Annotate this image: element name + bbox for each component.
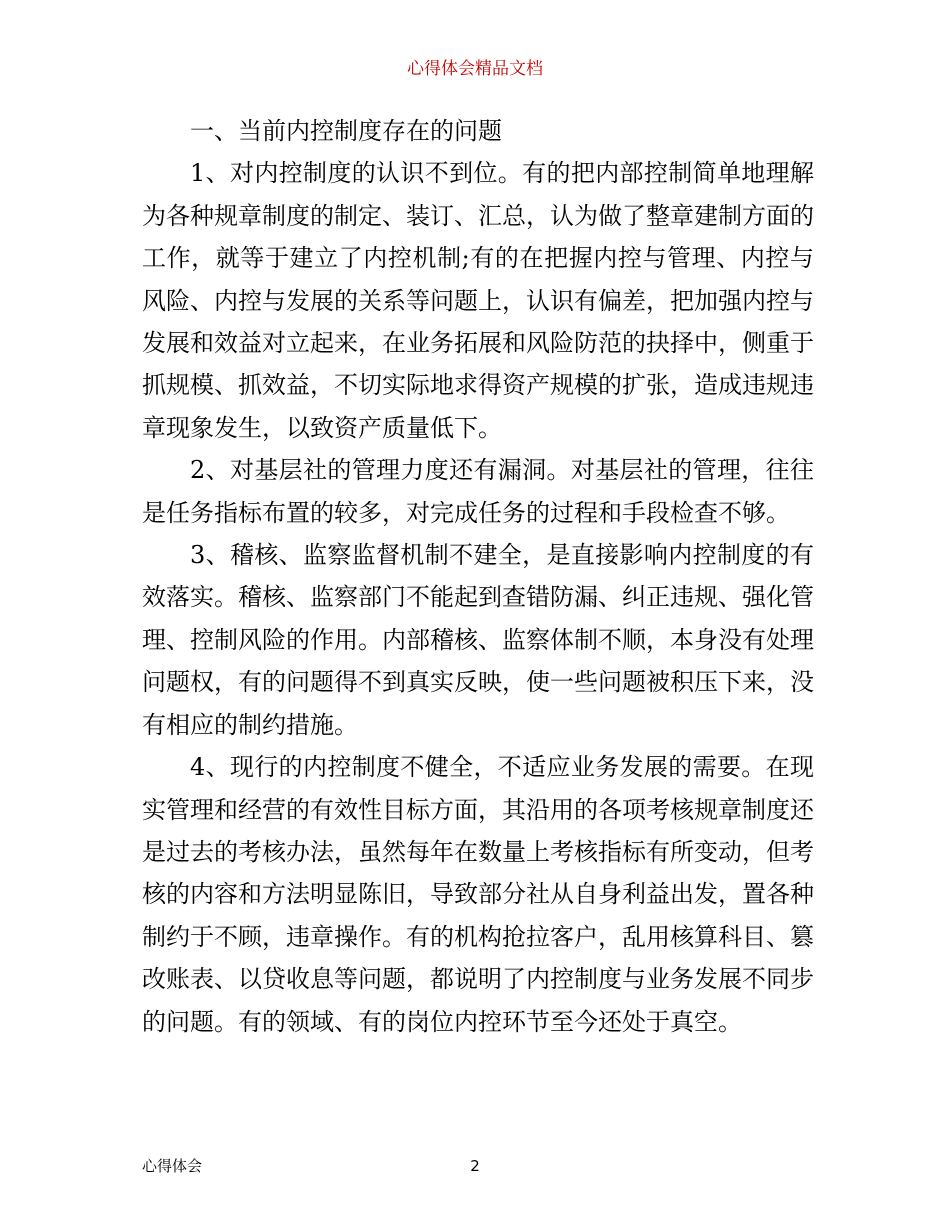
paragraph-2: 2、对基层社的管理力度还有漏洞。对基层社的管理，往往是任务指标布置的较多，对完成任务的过程和手段检查不够。 — [142, 456, 814, 527]
footer-label: 心得体会 — [142, 1157, 203, 1175]
paragraph-3: 3、稽核、监察监督机制不建全，是直接影响内控制度的有效落实。稽核、监察部门不能起到查错防漏、纠正违规、强化管理、控制风险的作用。内部稽核、监察体制不顺，本身没有处理问题权，有的问题得不到真实反映，使一些问题被积压下来，没有相应的制约措施。 — [142, 541, 814, 739]
page-number: 2 — [470, 1157, 480, 1175]
paragraph-4: 4、现行的内控制度不健全，不适应业务发展的需要。在现实管理和经营的有效性目标方面，其沿用的各项考核规章制度还是过去的考核办法，虽然每年在数量上考核指标有所变动，但考核的内容和方法明显陈旧，导致部分社从自身利益出发，置各种制约于不顾，违章操作。有的机构抢拉客户，乱用核算科目、篡改账表、以贷收息等问题，都说明了内控制度与业务发展不同步的问题。有的领域、有的岗位内控环节至今还处于真空。 — [142, 753, 814, 1036]
document-body — [142, 110, 814, 1043]
section-heading: 一、当前内控制度存在的问题 — [190, 117, 502, 145]
paragraph-1: 1、对内控制度的认识不到位。有的把内部控制简单地理解为各种规章制度的制定、装订、汇总，认为做了整章建制方面的工作，就等于建立了内控机制;有的在把握内控与管理、内控与风险、内控与发展的关系等问题上，认识有偏差，把加强内控与发展和效益对立起来，在业务拓展和风险防范的抉择中，侧重于抓规模、抓效益，不切实际地求得资产规模的扩张，造成违规违章现象发生，以致资产质量低下。 — [142, 159, 814, 442]
header-title: 心得体会精品文档 — [407, 59, 543, 79]
